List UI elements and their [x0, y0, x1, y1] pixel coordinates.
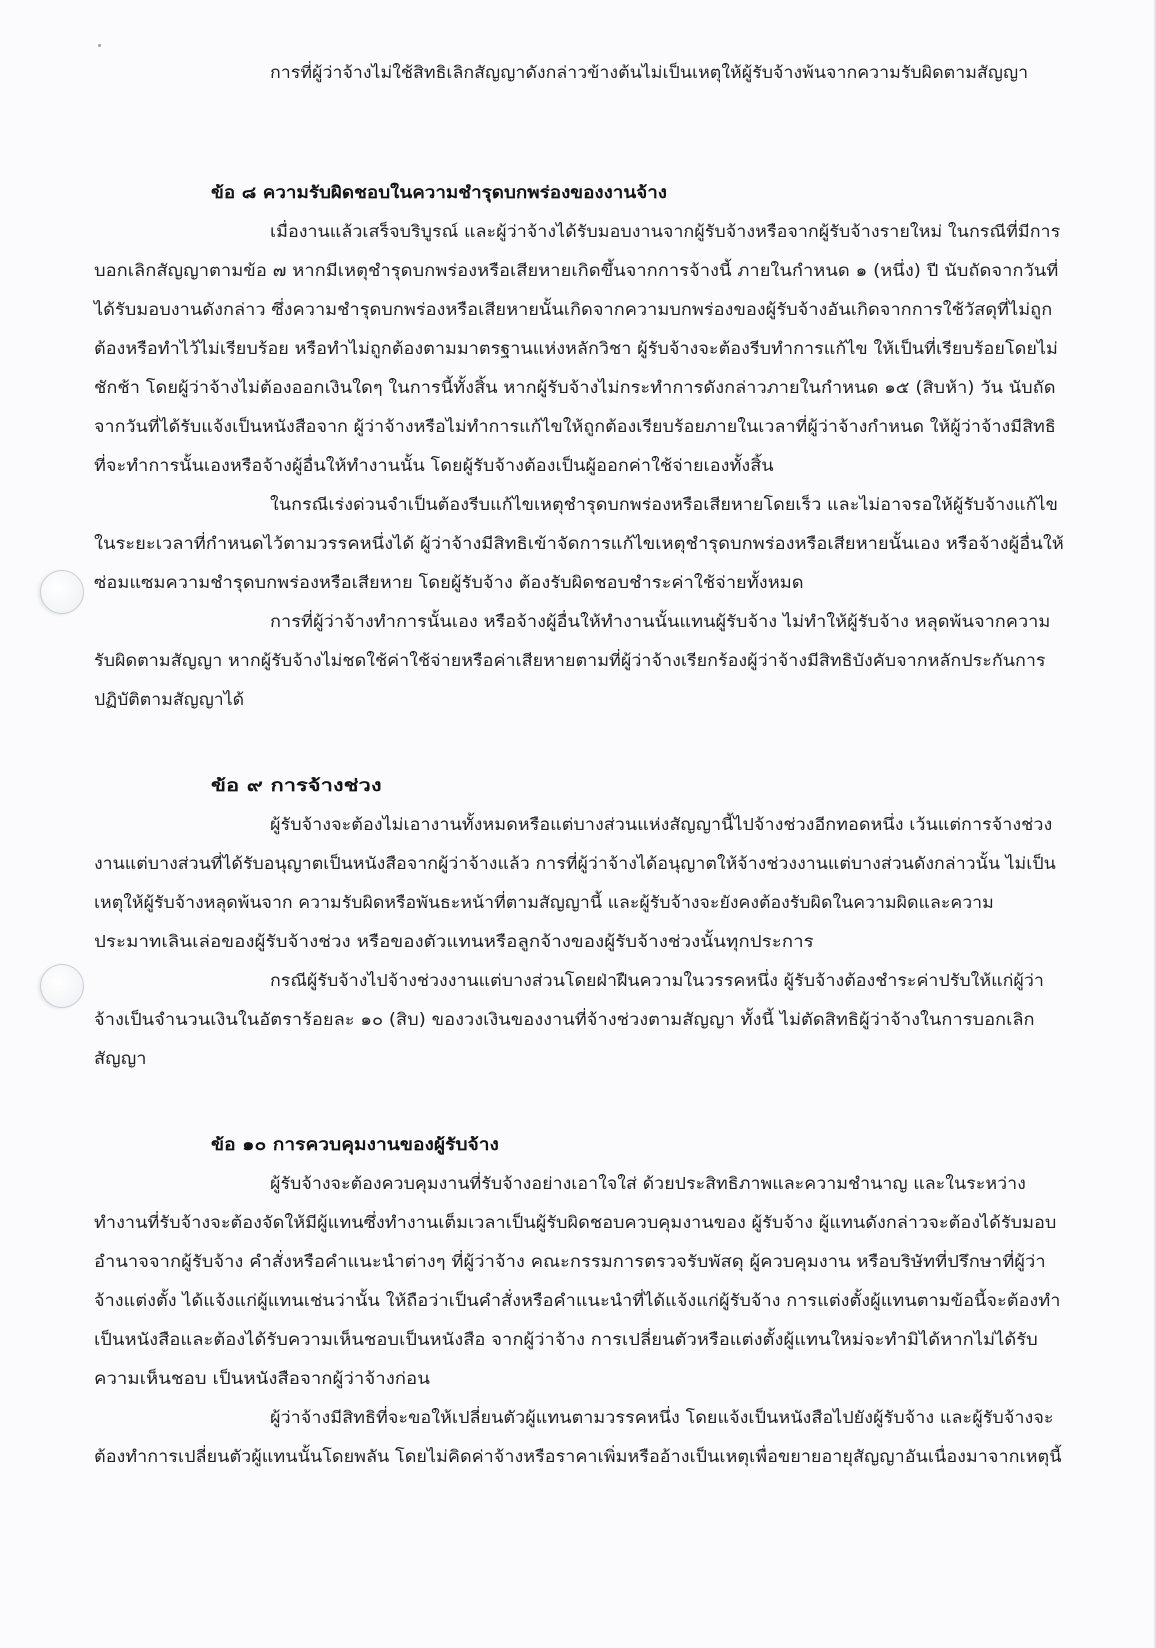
text-line: ปฏิบัติตามสัญญาได้ [94, 690, 245, 709]
text-line: ผู้รับจ้างจะต้องควบคุมงานที่รับจ้างอย่างเอาใจใส่ ด้วยประสิทธิภาพและความชำนาญ และในระหว่าง [270, 1174, 1026, 1193]
text-line: ในกรณีเร่งด่วนจำเป็นต้องรีบแก้ไขเหตุชำรุดบกพร่องหรือเสียหายโดยเร็ว และไม่อาจรอให้ผู้รับจ้างแก้ไข [270, 495, 1058, 514]
text-line: การที่ผู้ว่าจ้างไม่ใช้สิทธิเลิกสัญญาดังกล่าวข้างต้นไม่เป็นเหตุให้ผู้รับจ้างพ้นจากความรับผิดตามสัญญา [270, 63, 1029, 82]
text-line: เมื่องานแล้วเสร็จบริบูรณ์ และผู้ว่าจ้างได้รับมอบงานจากผู้รับจ้างหรือจากผู้รับจ้างรายใหม่ ในกรณีที่มีการ [270, 222, 1061, 241]
text-line: จ้างเป็นจำนวนเงินในอัตราร้อยละ ๑๐ (สิบ) ของวงเงินของงานที่จ้างช่วงตามสัญญา ทั้งนี้ ไม่ตัดสิทธิผู้ว่าจ้างในการบอกเลิก [94, 1010, 1035, 1029]
text-line: ผู้ว่าจ้างมีสิทธิที่จะขอให้เปลี่ยนตัวผู้แทนตามวรรคหนึ่ง โดยแจ้งเป็นหนังสือไปยังผู้รับจ้าง และผู้รับจ้างจะ [270, 1408, 1054, 1427]
text-line: สัญญา [94, 1049, 147, 1068]
text-line: จ้างแต่งตั้ง ได้แจ้งแก่ผู้แทนเช่นว่านั้น ให้ถือว่าเป็นคำสั่งหรือคำแนะนำที่ได้แจ้งแก่ผู้รับจ้าง การแต่งตั้งผู้แทนตามข้อนี้จะต้องทำ [94, 1291, 1061, 1310]
text-line: ผู้รับจ้างจะต้องไม่เอางานทั้งหมดหรือแต่บางส่วนแห่งสัญญานี้ไปจ้างช่วงอีกทอดหนึ่ง เว้นแต่การจ้างช่วง [270, 815, 1053, 834]
text-line: ชักช้า โดยผู้ว่าจ้างไม่ต้องออกเงินใดๆ ในการนี้ทั้งสิ้น หากผู้รับจ้างไม่กระทำการดังกล่าวภายในกำหนด ๑๕ (สิบห้า) วัน นับถัด [94, 378, 1056, 397]
scan-speck [98, 44, 101, 47]
punch-hole-bottom [40, 964, 84, 1008]
section-10-heading: ข้อ ๑๐ การควบคุมงานของผู้รับจ้าง [211, 1135, 499, 1154]
text-line: ทำงานที่รับจ้างจะต้องจัดให้มีผู้แทนซึ่งทำงานเต็มเวลาเป็นผู้รับผิดชอบควบคุมงานของ ผู้รับจ้าง ผู้แทนดังกล่าวจะต้องได้รับมอบ [94, 1213, 1057, 1232]
text-line: กรณีผู้รับจ้างไปจ้างช่วงงานแต่บางส่วนโดยฝ่าฝืนความในวรรคหนึ่ง ผู้รับจ้างต้องชำระค่าปรับให้แก่ผู้ว่า [270, 971, 1044, 990]
text-line: ต้องหรือทำไว้ไม่เรียบร้อย หรือทำไม่ถูกต้องตามมาตรฐานแห่งหลักวิชา ผู้รับจ้างจะต้องรีบทำการแก้ไข ให้เป็นที่เรียบร้อยโดยไม่ [94, 339, 1058, 358]
section-9-heading: ข้อ ๙ การจ้างช่วง [211, 776, 382, 795]
text-line: ที่จะทำการนั้นเองหรือจ้างผู้อื่นให้ทำงานนั้น โดยผู้รับจ้างต้องเป็นผู้ออกค่าใช้จ่ายเองทั้งสิ้น [94, 456, 774, 475]
text-line: บอกเลิกสัญญาตามข้อ ๗ หากมีเหตุชำรุดบกพร่องหรือเสียหายเกิดขึ้นจากการจ้างนี้ ภายในกำหนด ๑ (หนึ่ง) ปี นับถัดจากวันที่ [94, 261, 1059, 280]
text-line: การที่ผู้ว่าจ้างทำการนั้นเอง หรือจ้างผู้อื่นให้ทำงานนั้นแทนผู้รับจ้าง ไม่ทำให้ผู้รับจ้าง หลุดพ้นจากความ [270, 612, 1051, 631]
text-line: ซ่อมแซมความชำรุดบกพร่องหรือเสียหาย โดยผู้รับจ้าง ต้องรับผิดชอบชำระค่าใช้จ่ายทั้งหมด [94, 573, 804, 592]
text-line: เหตุให้ผู้รับจ้างหลุดพ้นจาก ความรับผิดหรือพันธะหน้าที่ตามสัญญานี้ และผู้รับจ้างจะยังคงต้องรับผิดในความผิดและความ [94, 893, 994, 912]
text-line: ได้รับมอบงานดังกล่าว ซึ่งความชำรุดบกพร่องหรือเสียหายนั้นเกิดจากความบกพร่องของผู้รับจ้างอันเกิดจากการใช้วัสดุที่ไม่ถูก [94, 300, 1053, 319]
text-line: ความเห็นชอบ เป็นหนังสือจากผู้ว่าจ้างก่อน [94, 1369, 430, 1388]
text-line: อำนาจจากผู้รับจ้าง คำสั่งหรือคำแนะนำต่างๆ ที่ผู้ว่าจ้าง คณะกรรมการตรวจรับพัสดุ ผู้ควบคุมงาน หรือบริษัทที่ปรึกษาที่ผู้ว่า [94, 1252, 1046, 1271]
text-line: งานแต่บางส่วนที่ได้รับอนุญาตเป็นหนังสือจากผู้ว่าจ้างแล้ว การที่ผู้ว่าจ้างได้อนุญาตให้จ้างช่วงงานแต่บางส่วนดังกล่าวนั้น ไม่เป็น [94, 854, 1056, 873]
text-line: ประมาทเลินเล่อของผู้รับจ้างช่วง หรือของตัวแทนหรือลูกจ้างของผู้รับจ้างช่วงนั้นทุกประการ [94, 932, 814, 951]
text-line: ต้องทำการเปลี่ยนตัวผู้แทนนั้นโดยพลัน โดยไม่คิดค่าจ้างหรือราคาเพิ่มหรืออ้างเป็นเหตุเพื่อขยายอายุสัญญาอันเนื่องมาจากเหตุนี้ [94, 1447, 1062, 1466]
text-line: เป็นหนังสือและต้องได้รับความเห็นชอบเป็นหนังสือ จากผู้ว่าจ้าง การเปลี่ยนตัวหรือแต่งตั้งผู้แทนใหม่จะทำมิได้หากไม่ได้รับ [94, 1330, 1038, 1349]
punch-hole-top [40, 570, 84, 614]
text-line: รับผิดตามสัญญา หากผู้รับจ้างไม่ชดใช้ค่าใช้จ่ายหรือค่าเสียหายตามที่ผู้ว่าจ้างเรียกร้องผู้ว่าจ้างมีสิทธิบังคับจากหลักประกันการ [94, 651, 1046, 670]
section-8-heading: ข้อ ๘ ความรับผิดชอบในความชำรุดบกพร่องของงานจ้าง [211, 183, 667, 202]
text-line: ในระยะเวลาที่กำหนดไว้ตามวรรคหนึ่งได้ ผู้ว่าจ้างมีสิทธิเข้าจัดการแก้ไขเหตุชำรุดบกพร่องหรือเสียหายนั้นเอง หรือจ้างผู้อื่นให้ [94, 534, 1064, 553]
text-line: จากวันที่ได้รับแจ้งเป็นหนังสือจาก ผู้ว่าจ้างหรือไม่ทำการแก้ไขให้ถูกต้องเรียบร้อยภายในเวลาที่ผู้ว่าจ้างกำหนด ให้ผู้ว่าจ้างมีสิทธิ [94, 417, 1056, 436]
